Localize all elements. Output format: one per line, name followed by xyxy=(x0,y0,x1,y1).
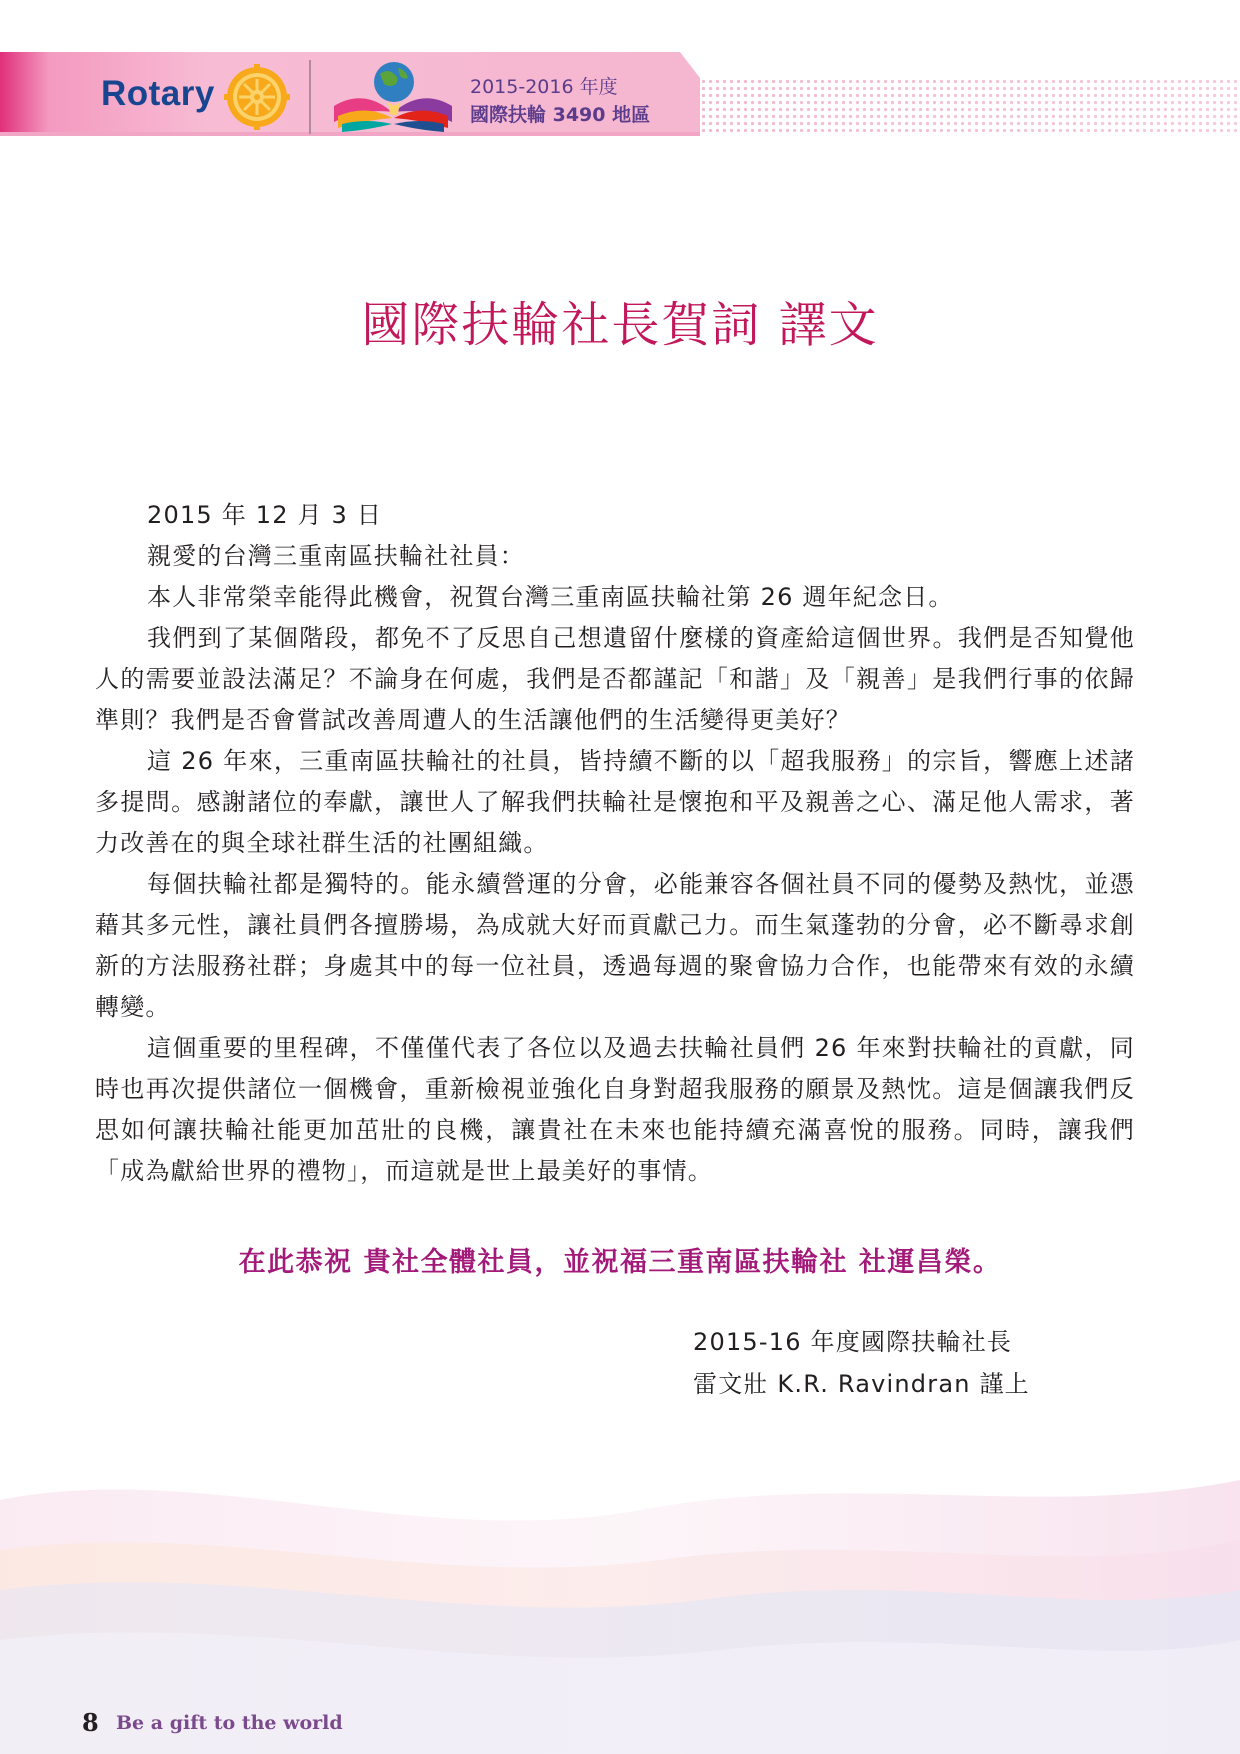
header-district: 國際扶輪 3490 地區 xyxy=(470,104,651,126)
header-separator xyxy=(309,60,311,134)
theme-globe-logo xyxy=(328,58,458,134)
letter-body xyxy=(95,495,1135,1192)
letter-paragraph: 本人非常榮幸能得此機會，祝賀台灣三重南區扶輪社第 26 週年紀念日。 xyxy=(147,583,954,611)
page-number: 8 xyxy=(82,1708,99,1737)
letter-paragraph: 這個重要的里程碑，不僅僅代表了各位以及過去扶輪社員們 26 年來對扶輪社的貢獻，同時也再次提供諸位一個機會，重新檢視並強化自身對超我服務的願景及熱忱。這是個讓我們反思如何讓扶輪社能更加茁壯的良機，讓貴社在未來也能持續充滿喜悅的服務。同時，讓我們「成為獻給世界的禮物」，而這就是世上最美好的事情。 xyxy=(95,1034,1135,1185)
header-year: 2015-2016 年度 xyxy=(470,76,618,98)
rotary-wheel-icon xyxy=(222,62,292,132)
letter-paragraph: 每個扶輪社都是獨特的。能永續營運的分會，必能兼容各個社員不同的優勢及熱忱，並憑藉其多元性，讓社員們各擅勝場，為成就大好而貢獻己力。而生氣蓬勃的分會，必不斷尋求創新的方法服務社群；身處其中的每一位社員，透過每週的聚會協力合作，也能帶來有效的永續轉變。 xyxy=(95,870,1135,1021)
signature-name: 雷文壯 K.R. Ravindran 謹上 xyxy=(693,1370,1030,1398)
letter-paragraph: 我們到了某個階段，都免不了反思自己想遺留什麼樣的資產給這個世界。我們是否知覺他人的需要並設法滿足？不論身在何處，我們是否都謹記「和諧」及「親善」是我們行事的依歸準則？我們是否會嘗試改善周遭人的生活讓他們的生活變得更美好？ xyxy=(95,624,1135,734)
letter-date: 2015 年 12 月 3 日 xyxy=(147,501,383,529)
letter-salutation: 親愛的台灣三重南區扶輪社社員： xyxy=(147,542,525,570)
footer-slogan: Be a gift to the world xyxy=(116,1712,343,1734)
page-header xyxy=(0,0,1240,140)
letter-paragraph: 這 26 年來，三重南區扶輪社的社員，皆持續不斷的以「超我服務」的宗旨，響應上述諸多提問。感謝諸位的奉獻，讓世人了解我們扶輪社是懷抱和平及親善之心、滿足他人需求，著力改善在的與全球社群生活的社團組織。 xyxy=(95,747,1135,857)
decorative-waves xyxy=(0,1440,1240,1754)
signature-title: 2015-16 年度國際扶輪社長 xyxy=(693,1328,1013,1356)
rotary-wordmark: Rotary xyxy=(101,74,215,113)
page-title: 國際扶輪社長賀詞 譯文 xyxy=(361,297,879,353)
closing-blessing: 在此恭祝 貴社全體社員，並祝福三重南區扶輪社 社運昌榮。 xyxy=(238,1247,1002,1278)
